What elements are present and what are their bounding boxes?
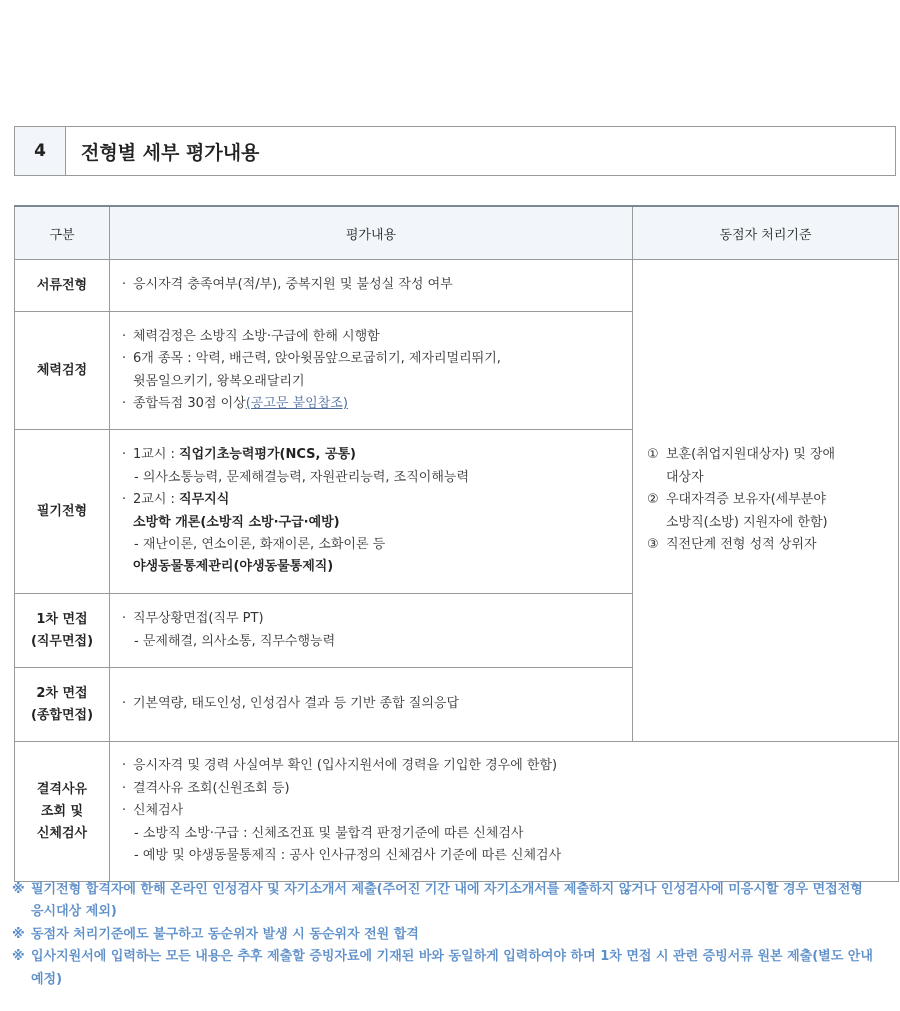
content-line <box>120 467 632 489</box>
content-text: 기본역량, 태도인성, 인성검사 결과 등 기반 종합 질의응답 <box>133 696 460 712</box>
content-bold-text: 직업기초능력평가(NCS, 공통) <box>179 447 356 463</box>
row-label <box>15 430 110 594</box>
note-line: 동점자 처리기준에도 불구하고 동순위자 발생 시 동순위자 전원 합격 <box>31 926 419 942</box>
tie-criteria-number: ③ <box>647 537 659 553</box>
row-label-line: (종합면접) <box>30 707 94 723</box>
content-bold-text: 야생동물통제관리(야생동물통제직) <box>133 559 334 575</box>
note-line: 예정) <box>31 971 63 987</box>
row-content <box>110 312 633 430</box>
row-label-line: 신체검사 <box>36 825 88 841</box>
row-label-line: 2차 면접 <box>36 685 88 701</box>
content-text: 결격사유 조회(신원조회 등) <box>133 780 290 796</box>
row-content <box>110 260 633 312</box>
notice-attachment-link[interactable]: (공고문 붙임참조) <box>245 395 348 411</box>
content-line <box>120 326 632 348</box>
content-line <box>120 393 632 415</box>
row-label <box>15 594 110 668</box>
row-label-line: 1차 면접 <box>36 611 88 627</box>
evaluation-table <box>14 205 899 882</box>
content-text: 응시자격 및 경력 사실여부 확인 (입사지원서에 경력을 기입한 경우에 한함) <box>133 758 558 774</box>
tie-criteria-line: 직전단계 전형 성적 상위자 <box>666 537 817 553</box>
column-header: 구분 <box>15 206 110 260</box>
content-text: - 예방 및 야생동물통제직 : 공사 인사규정의 신체검사 기준에 따른 신체검사 <box>134 848 562 864</box>
content-line <box>120 444 632 466</box>
tie-criteria-text <box>666 534 817 556</box>
row-content <box>110 430 633 594</box>
tie-criteria-item <box>647 444 898 489</box>
row-label-line: 조회 및 <box>40 803 84 819</box>
row-label-line: 결격사유 <box>36 781 88 797</box>
row-content <box>110 668 633 742</box>
tie-criteria-line: 우대자격증 보유자(세부분야 <box>666 492 826 508</box>
row-label <box>15 312 110 430</box>
row-label-line: (직무면접) <box>30 633 94 649</box>
note-item <box>12 879 892 924</box>
content-line <box>120 512 632 534</box>
row-content <box>110 594 633 668</box>
row-label-line: 체력검정 <box>36 362 88 378</box>
row-label <box>15 742 110 882</box>
table-row <box>15 742 899 882</box>
content-line <box>120 800 898 822</box>
content-line <box>120 778 898 800</box>
tie-criteria-text <box>666 444 835 489</box>
note-line: 응시대상 제외) <box>31 904 117 920</box>
section-header <box>14 126 896 176</box>
content-line <box>120 371 632 393</box>
content-line <box>120 693 632 715</box>
column-header: 평가내용 <box>110 206 633 260</box>
tie-criteria-cell <box>633 260 899 742</box>
table-header-row <box>15 206 899 260</box>
content-line <box>120 631 632 653</box>
content-text: - 문제해결, 의사소통, 직무수행능력 <box>134 633 336 649</box>
tie-criteria-line: 소방직(소방) 지원자에 한함) <box>666 514 828 530</box>
content-line <box>120 845 898 867</box>
tie-criteria-line: 대상자 <box>666 469 704 485</box>
content-line <box>120 823 898 845</box>
tie-criteria-line: 보훈(취업지원대상자) 및 장애 <box>666 447 836 463</box>
content-text: 종합득점 30점 이상 <box>133 395 246 411</box>
section-number: 4 <box>15 127 66 175</box>
note-line: 필기전형 합격자에 한해 온라인 인성검사 및 자기소개서 제출(주어진 기간 내에 자기소개서를 제출하지 않거나 인성검사에 미응시할 경우 면접전형 <box>31 882 863 897</box>
content-text: 2교시 : <box>133 492 180 508</box>
content-text: 체력검정은 소방직 소방·구급에 한해 시행함 <box>133 328 380 344</box>
table-row <box>15 260 899 312</box>
content-line <box>120 274 632 296</box>
note-line: 입사지원서에 입력하는 모든 내용은 추후 제출할 증빙자료에 기재된 바와 동일하게 입력하여야 하며 1차 면접 시 관련 증빙서류 원본 제출(별도 안내 <box>31 949 873 965</box>
note-mark: ※ <box>12 926 25 942</box>
content-bold-text: 직무지식 <box>179 492 230 508</box>
row-label <box>15 260 110 312</box>
note-item <box>12 946 892 991</box>
content-text: 1교시 : <box>133 447 180 463</box>
row-label-line: 필기전형 <box>36 503 88 519</box>
row-label <box>15 668 110 742</box>
content-line <box>120 534 632 556</box>
content-text: - 재난이론, 연소이론, 화재이론, 소화이론 등 <box>134 536 386 552</box>
content-line <box>120 608 632 630</box>
section-title: 전형별 세부 평가내용 <box>81 141 260 164</box>
note-item <box>12 924 892 946</box>
column-header: 동점자 처리기준 <box>633 206 899 260</box>
tie-criteria-number: ① <box>647 447 659 463</box>
content-text: 응시자격 충족여부(적/부), 중복지원 및 불성실 작성 여부 <box>133 277 453 293</box>
content-line <box>120 348 632 370</box>
content-line <box>120 489 632 511</box>
tie-criteria-item <box>647 489 898 534</box>
row-content <box>110 742 899 882</box>
content-text: - 의사소통능력, 문제해결능력, 자원관리능력, 조직이해능력 <box>134 469 470 485</box>
content-text: 신체검사 <box>133 803 184 819</box>
notes-section <box>12 879 892 991</box>
content-line <box>120 556 632 578</box>
tie-criteria-number: ② <box>647 492 659 508</box>
note-mark: ※ <box>12 949 25 965</box>
content-line <box>120 755 898 777</box>
content-text: 윗몸일으키기, 왕복오래달리기 <box>133 373 305 389</box>
content-text: - 소방직 소방·구급 : 신체조건표 및 불합격 판정기준에 따른 신체검사 <box>134 825 524 841</box>
tie-criteria-item <box>647 534 898 556</box>
tie-criteria-text <box>666 489 828 534</box>
content-text: 직무상황면접(직무 PT) <box>133 611 264 627</box>
content-text: 6개 종목 : 악력, 배근력, 앉아윗몸앞으로굽히기, 제자리멀리뛰기, <box>133 351 501 367</box>
note-mark: ※ <box>12 882 25 897</box>
content-bold-text: 소방학 개론(소방직 소방·구급·예방) <box>133 514 340 530</box>
row-label-line: 서류전형 <box>36 277 88 293</box>
